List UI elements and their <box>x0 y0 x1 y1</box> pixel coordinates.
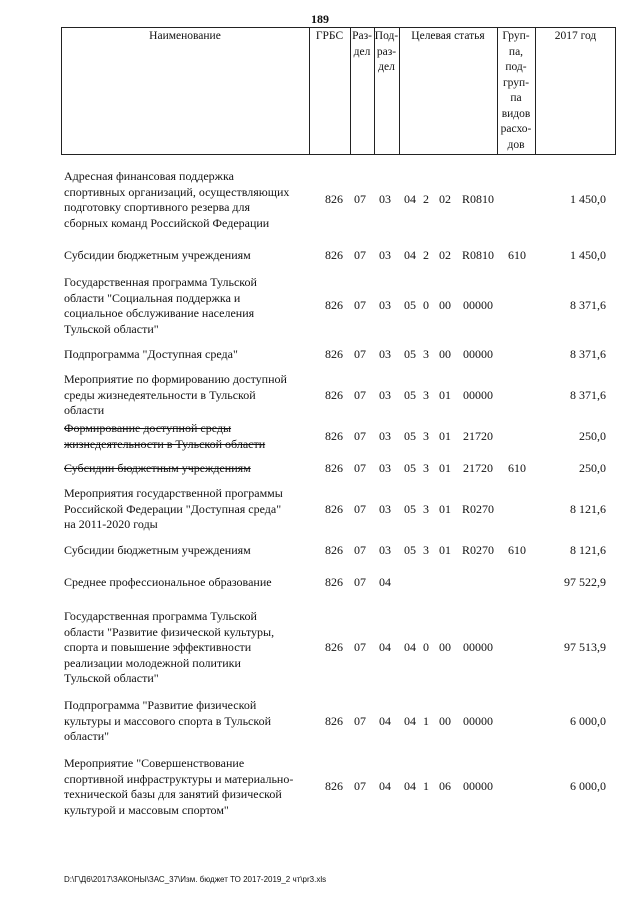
row-direction: 21720 <box>463 429 493 443</box>
row-podrazdel: 03 <box>379 461 391 475</box>
row-event: 01 <box>439 461 451 475</box>
row-subprogram: 3 <box>423 347 429 361</box>
row-podrazdel: 03 <box>379 298 391 312</box>
row-podrazdel: 04 <box>379 640 391 654</box>
row-podrazdel: 04 <box>379 714 391 728</box>
row-razdel: 07 <box>354 461 366 475</box>
row-direction: 00000 <box>463 714 493 728</box>
row-podrazdel: 03 <box>379 502 391 516</box>
row-podrazdel: 03 <box>379 248 391 262</box>
header-grbs: ГРБС <box>315 30 344 42</box>
row-grbs: 826 <box>325 388 343 402</box>
row-subprogram: 3 <box>423 461 429 475</box>
row-razdel: 07 <box>354 248 366 262</box>
row-podrazdel: 03 <box>379 388 391 402</box>
row-subprogram: 3 <box>423 388 429 402</box>
row-group: 610 <box>508 461 526 475</box>
row-subprogram: 2 <box>423 248 429 262</box>
row-podrazdel: 03 <box>379 429 391 443</box>
row-grbs: 826 <box>325 248 343 262</box>
row-direction: R0810 <box>461 248 494 262</box>
row-razdel: 07 <box>354 575 366 589</box>
row-name: Государственная программа Тульской области "Развитие физической культуры, спорта и повышение эффективности реализации молодежной политики Тульской области" <box>64 609 275 685</box>
row-grbs: 826 <box>325 461 343 475</box>
row-razdel: 07 <box>354 502 366 516</box>
row-sum: 8 371,6 <box>570 298 606 312</box>
row-razdel: 07 <box>354 298 366 312</box>
row-sum: 97 522,9 <box>564 575 606 589</box>
row-sum: 8 371,6 <box>570 347 606 361</box>
row-name: Подпрограмма "Развитие физической культуры и массового спорта в Тульской области" <box>64 698 272 743</box>
header-razdel: Раз- дел <box>352 30 372 58</box>
row-razdel: 07 <box>354 192 366 206</box>
row-podrazdel: 03 <box>379 347 391 361</box>
row-grbs: 826 <box>325 543 343 557</box>
row-event: 02 <box>439 192 451 206</box>
row-program: 05 <box>404 298 416 312</box>
row-direction: 00000 <box>463 779 493 793</box>
row-grbs: 826 <box>325 192 343 206</box>
row-name: Среднее профессиональное образование <box>64 575 272 589</box>
row-name: Субсидии бюджетным учреждениям <box>64 543 251 557</box>
row-name: Субсидии бюджетным учреждениям <box>64 461 251 475</box>
row-program: 04 <box>404 248 416 262</box>
row-direction: 00000 <box>463 347 493 361</box>
header-year: 2017 год <box>554 30 597 42</box>
row-razdel: 07 <box>354 640 366 654</box>
row-event: 02 <box>439 248 451 262</box>
row-razdel: 07 <box>354 429 366 443</box>
row-grbs: 826 <box>325 640 343 654</box>
row-sum: 1 450,0 <box>570 192 606 206</box>
row-event: 01 <box>439 429 451 443</box>
row-event: 00 <box>439 347 451 361</box>
row-podrazdel: 03 <box>379 192 391 206</box>
row-razdel: 07 <box>354 388 366 402</box>
row-grbs: 826 <box>325 347 343 361</box>
row-subprogram: 2 <box>423 192 429 206</box>
row-event: 06 <box>439 779 451 793</box>
header-name: Наименование <box>149 30 221 42</box>
row-name: Субсидии бюджетным учреждениям <box>64 248 251 262</box>
row-subprogram: 0 <box>423 640 429 654</box>
row-sum: 250,0 <box>579 461 606 475</box>
row-razdel: 07 <box>354 779 366 793</box>
row-grbs: 826 <box>325 714 343 728</box>
page-number: 189 <box>311 12 329 26</box>
row-program: 05 <box>404 543 416 557</box>
row-subprogram: 0 <box>423 298 429 312</box>
header-podrazdel: Под- раз- дел <box>374 30 399 73</box>
row-program: 05 <box>404 429 416 443</box>
row-direction: R0270 <box>461 543 494 557</box>
header-gruppa: Груп- па, под- груп- па видов расхо- дов <box>500 30 532 151</box>
row-name: Мероприятия государственной программы Российской Федерации "Доступная среда" на 2011-2020 годы <box>64 486 283 531</box>
row-event: 01 <box>439 502 451 516</box>
row-razdel: 07 <box>354 543 366 557</box>
row-grbs: 826 <box>325 575 343 589</box>
row-direction: R0810 <box>461 192 494 206</box>
row-name: Мероприятие "Совершенствование спортивной инфраструктуры и материально- технической базы для занятий физической культурой и массовым спортом" <box>64 756 294 817</box>
row-sum: 8 121,6 <box>570 543 606 557</box>
row-subprogram: 1 <box>423 779 429 793</box>
row-name: Формирование доступной среды жизнедеятельности в Тульской области <box>64 421 266 451</box>
row-group: 610 <box>508 248 526 262</box>
row-program: 05 <box>404 461 416 475</box>
file-path-footer: D:\Г\Д6\2017\ЗАКОНЫ\ЗАС_37\Изм. бюджет ТО 2017-2019_2 чт\pr3.xls <box>64 875 327 884</box>
row-subprogram: 1 <box>423 714 429 728</box>
row-event: 00 <box>439 640 451 654</box>
row-sum: 250,0 <box>579 429 606 443</box>
row-program: 05 <box>404 502 416 516</box>
row-direction: R0270 <box>461 502 494 516</box>
row-name: Государственная программа Тульской области "Социальная поддержка и социальное обслуживание населения Тульской области" <box>64 275 257 336</box>
row-podrazdel: 04 <box>379 779 391 793</box>
row-sum: 6 000,0 <box>570 714 606 728</box>
row-name: Мероприятие по формированию доступной среды жизнедеятельности в Тульской области <box>64 372 287 417</box>
row-podrazdel: 03 <box>379 543 391 557</box>
row-direction: 21720 <box>463 461 493 475</box>
row-subprogram: 3 <box>423 502 429 516</box>
row-sum: 1 450,0 <box>570 248 606 262</box>
header-celevaya: Целевая статья <box>411 30 485 42</box>
row-grbs: 826 <box>325 429 343 443</box>
row-razdel: 07 <box>354 347 366 361</box>
row-grbs: 826 <box>325 779 343 793</box>
row-event: 01 <box>439 543 451 557</box>
row-subprogram: 3 <box>423 429 429 443</box>
row-direction: 00000 <box>463 388 493 402</box>
row-event: 01 <box>439 388 451 402</box>
row-event: 00 <box>439 714 451 728</box>
row-program: 05 <box>404 388 416 402</box>
row-sum: 8 121,6 <box>570 502 606 516</box>
row-program: 04 <box>404 192 416 206</box>
row-program: 05 <box>404 347 416 361</box>
row-sum: 8 371,6 <box>570 388 606 402</box>
row-direction: 00000 <box>463 640 493 654</box>
row-program: 04 <box>404 779 416 793</box>
row-group: 610 <box>508 543 526 557</box>
row-subprogram: 3 <box>423 543 429 557</box>
row-program: 04 <box>404 714 416 728</box>
row-name: Адресная финансовая поддержка спортивных организаций, осуществляющих подготовку спортивного резерва для сборных команд Российской Федерации <box>64 169 290 230</box>
row-grbs: 826 <box>325 298 343 312</box>
row-name: Подпрограмма "Доступная среда" <box>64 347 238 361</box>
row-razdel: 07 <box>354 714 366 728</box>
row-grbs: 826 <box>325 502 343 516</box>
row-event: 00 <box>439 298 451 312</box>
row-podrazdel: 04 <box>379 575 391 589</box>
row-sum: 97 513,9 <box>564 640 606 654</box>
row-program: 04 <box>404 640 416 654</box>
row-direction: 00000 <box>463 298 493 312</box>
row-sum: 6 000,0 <box>570 779 606 793</box>
